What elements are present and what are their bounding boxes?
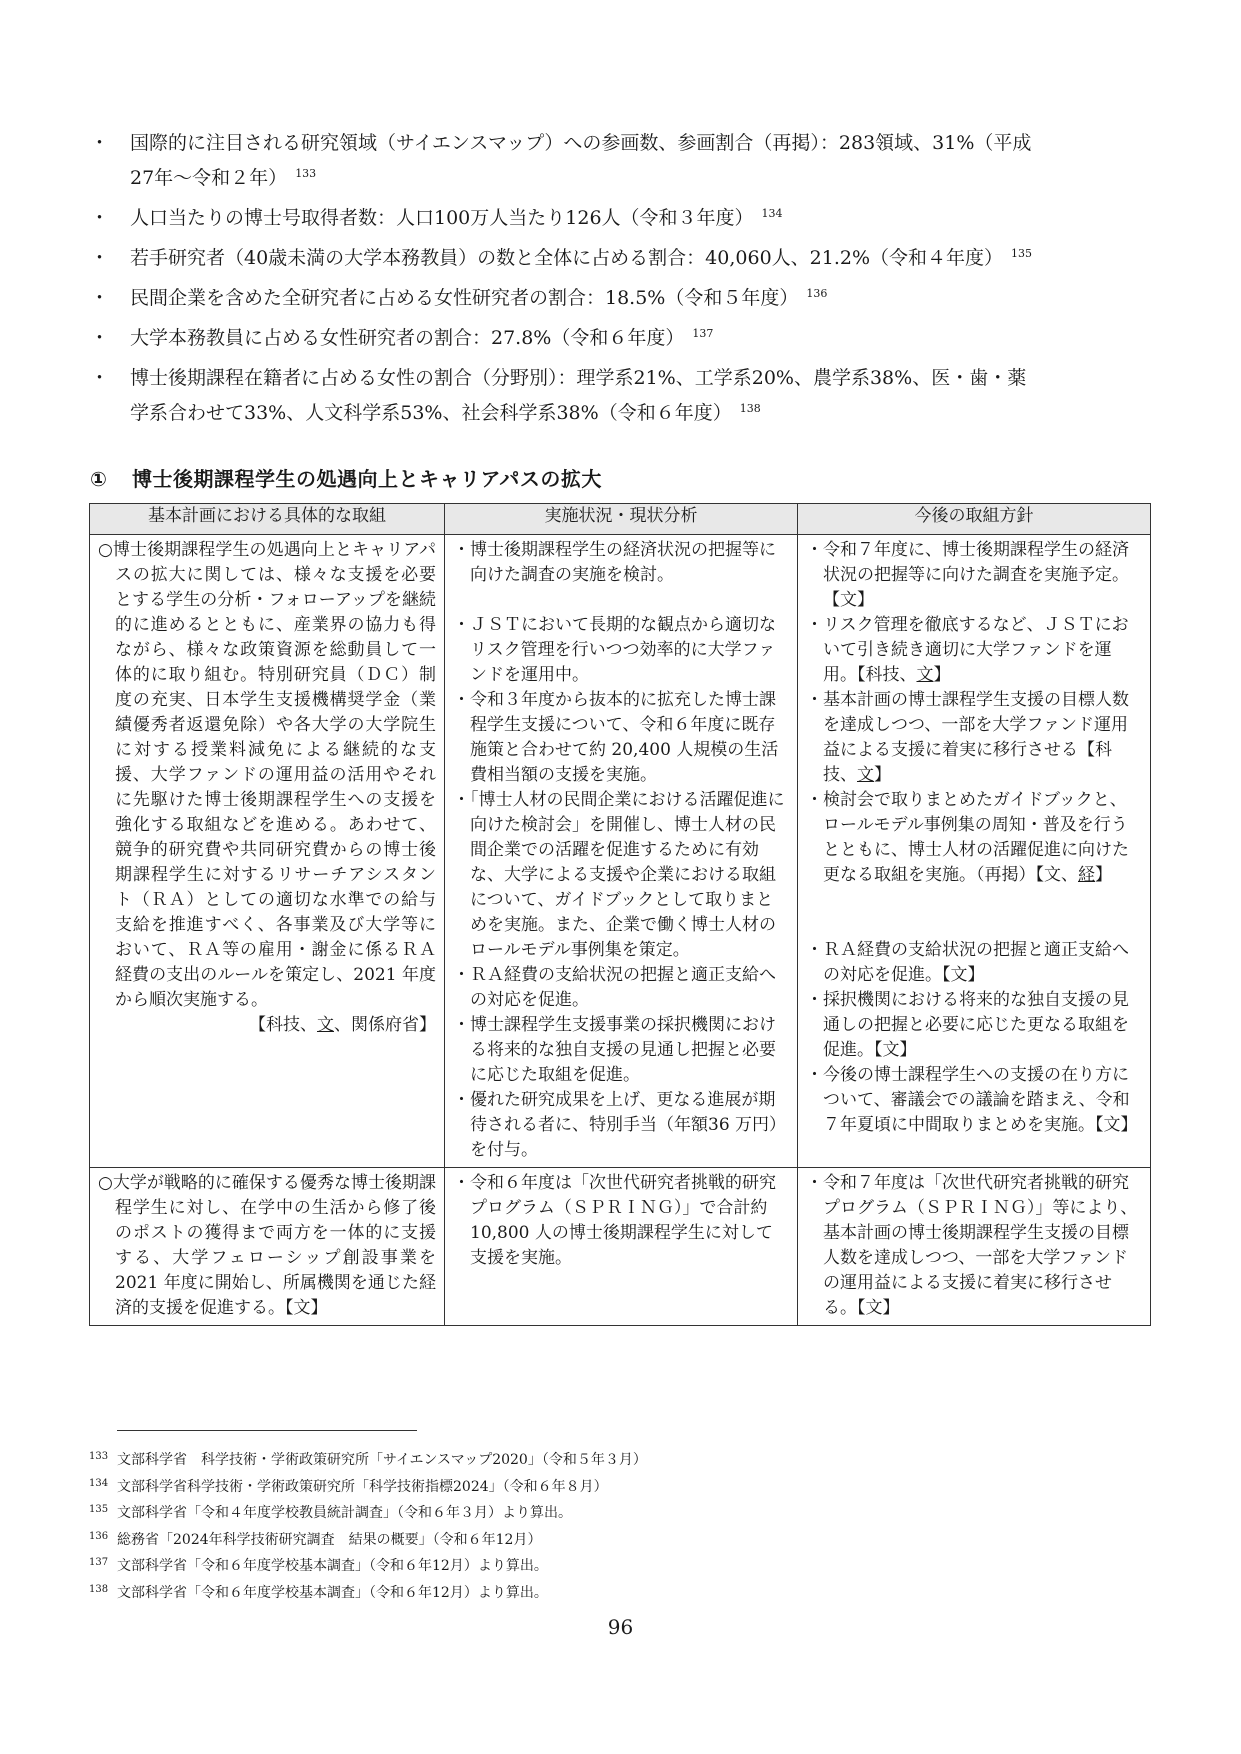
footnote-ref: 136 [806, 286, 828, 300]
status-item: ・ＲＡ経費の支給状況の把握と適正支給への対応を促進。 [453, 965, 776, 1010]
footnote: 136 総務省「2024年科学技術研究調査 結果の概要」（令和６年12月） [89, 1530, 542, 1548]
policy-item: ・令和７年度に、博士後期課程学生の経済状況の把握等に向けた調査を実施予定。【文】 [806, 540, 1129, 610]
policy-item: ・リスク管理を徹底するなど、ＪＳＴにおいて引き続き適切に大学ファンドを運用。【科技、文】 [806, 615, 1129, 685]
footnote-ref: 135 [1011, 246, 1033, 260]
footnote-ref: 137 [692, 326, 714, 340]
footnote: 138 文部科学省「令和６年度学校基本調査」（令和６年12月）より算出。 [89, 1583, 548, 1601]
bullet-marker: ・ [90, 247, 110, 269]
list-item: ・ 民間企業を含めた全研究者に占める女性研究者の割合：18.5%（令和５年度） $^{136}$ [90, 281, 1160, 316]
plan-cell: ○博士後期課程学生の処遇向上とキャリアパスの拡大に関しては、様々な支援を必要とする学生の分析・フォローアップを継続的に進めるとともに、産業界の協力も得ながら、様々な政策資源を総動員して一体的に取り組む。特別研究員（ＤＣ）制度の充実、日本学生支援機構奨学金（業績優秀者返還免除）や各大学の大学院生に対する授業料減免による継続的な支援、大学ファンドの運用益の活用やそれに先駆けた博士後期課程学生への支援を強化する取組などを進める。あわせて、競争的研究費や共同研究費からの博士後期課程学生に対するリサーチアシスタント（ＲＡ）としての適切な水準での給与支給を推進すべく、各事業及び大学等において、ＲＡ等の雇用・謝金に係るＲＡ経費の支出のルールを策定し、2021 年度から順次実施する。 【科技、文、関係府省】 [90, 535, 445, 1168]
list-item: ・ 国際的に注目される研究領域（サイエンスマップ）への参画数、参画割合（再掲）：283領域、31%（平成 27年〜令和２年） $^{133}$ [90, 126, 1160, 196]
policy-item: ・採択機関における将来的な独自支援の見通しの把握と必要に応じた更なる取組を促進。【文】 [806, 990, 1129, 1060]
list-item: ・ 人口当たりの博士号取得者数：人口100万人当たり126人（令和３年度） $^{134}$ [90, 201, 1160, 236]
table-row [90, 535, 1151, 1168]
list-item: ・ 若手研究者（40歳未満の大学本務教員）の数と全体に占める割合：40,060人、21.2%（令和４年度） $^{135}$ [90, 241, 1160, 276]
plan-cell: ○大学が戦略的に確保する優秀な博士後期課程学生に対し、在学中の生活から修了後のポストの獲得まで両方を一体的に支援する、大学フェローシップ創設事業を 2021 年度に開始し、所属機関を通じた経済的支援を促進する。【文】 [90, 1168, 445, 1326]
footnote: 137 文部科学省「令和６年度学校基本調査」（令和６年12月）より算出。 [89, 1557, 548, 1574]
status-cell [445, 535, 798, 1168]
list-item: ・ 大学本務教員に占める女性研究者の割合：27.8%（令和６年度） $^{137}$ [90, 321, 1160, 356]
indicator-list [90, 126, 1160, 436]
ministry-tag: 【科技、文、関係府省】 [249, 1015, 436, 1035]
policy-item: ・検討会で取りまとめたガイドブックと、ロールモデル事例集の周知・普及を行うとともに、博士人材の活躍促進に向けた更なる取組を実施。（再掲）【文、経】 [806, 790, 1129, 885]
section-number: ① [90, 467, 108, 491]
status-item: ・令和３年度から抜本的に拡充した博士課程学生支援について、令和６年度に既存施策と合わせて約 20,400 人規模の生活費相当額の支援を実施。 [453, 690, 779, 785]
status-item: ・博士課程学生支援事業の採択機関における将来的な独自支援の見通し把握と必要に応じた取組を促進。 [453, 1015, 776, 1085]
footnote-ref: 133 [295, 166, 317, 180]
footnotes [89, 1447, 647, 1606]
list-item: ・ 博士後期課程在籍者に占める女性の割合（分野別）：理学系21%、工学系20%、農学系38%、医・歯・薬 学系合わせて33%、人文科学系53%、社会科学系38%（令和６年度） $^{138}$ [90, 361, 1160, 431]
footnote: 134 文部科学省科学技術・学術政策研究所「科学技術指標2024」（令和６年８月） [89, 1477, 608, 1495]
bullet-marker: ・ [90, 132, 110, 154]
bullet-marker: ・ [90, 367, 110, 389]
footnote: 133 文部科学省 科学技術・学術政策研究所「サイエンスマップ2020」（令和５年３月） [89, 1451, 647, 1468]
bullet-marker: ・ [90, 327, 110, 349]
policy-item: ・基本計画の博士課程学生支援の目標人数を達成しつつ、一部を大学ファンド運用益による支援に着実に移行させる【科技、文】 [806, 690, 1129, 785]
policy-table [89, 503, 1151, 1326]
table-header-row [90, 504, 1151, 535]
section-heading [90, 463, 602, 492]
table-row [90, 1168, 1151, 1326]
policy-cell: ・令和７年度は「次世代研究者挑戦的研究プログラム（ＳＰＲＩＮＧ）」等により、基本計画の博士後期課程学生支援の目標人数を達成しつつ、一部を大学ファンドの運用益による支援に着実に移行させる。【文】 [798, 1168, 1151, 1326]
policy-item: ・ＲＡ経費の支給状況の把握と適正支給への対応を促進。【文】 [806, 940, 1129, 985]
section-title: 博士後期課程学生の処遇向上とキャリアパスの拡大 [132, 467, 602, 491]
status-item: ・博士後期課程学生の経済状況の把握等に向けた調査の実施を検討。 [453, 540, 776, 585]
status-item: ・優れた研究成果を上げ、更なる進展が期待される者に、特別手当（年額36 万円）を付与。 [453, 1090, 787, 1160]
status-item: ・ＪＳＴにおいて長期的な観点から適切なリスク管理を行いつつ効率的に大学ファンドを運用中。 [453, 615, 776, 685]
header-policy: 今後の取組方針 [798, 504, 1151, 535]
footnote: 135 文部科学省「令和４年度学校教員統計調査」（令和６年３月）より算出。 [89, 1504, 572, 1521]
footnote-ref: 134 [761, 206, 783, 220]
header-plan: 基本計画における具体的な取組 [90, 504, 445, 535]
policy-item: ・今後の博士課程学生への支援の在り方について、審議会での議論を踏まえ、令和７年夏頃に中間取りまとめを実施。【文】 [806, 1065, 1138, 1135]
footnote-ref: 138 [739, 401, 761, 415]
bullet-marker: ・ [90, 287, 110, 309]
status-item: ・「博士人材の民間企業における活躍促進に向けた検討会」を開催し、博士人材の民間企業での活躍を促進するために有効な、大学による支援や企業における取組について、ガイドブックとして取りまとめを実施。また、企業で働く博士人材のロールモデル事例集を策定。 [453, 790, 785, 960]
bullet-marker: ・ [90, 207, 110, 229]
status-cell: ・令和６年度は「次世代研究者挑戦的研究プログラム（ＳＰＲＩＮＧ）」で合計約 10,800 人の博士後期課程学生に対して支援を実施。 [445, 1168, 798, 1326]
page-number: 96 [607, 1615, 634, 1639]
policy-cell [798, 535, 1151, 1168]
footnote-divider [117, 1430, 417, 1431]
header-status: 実施状況・現状分析 [445, 504, 798, 535]
